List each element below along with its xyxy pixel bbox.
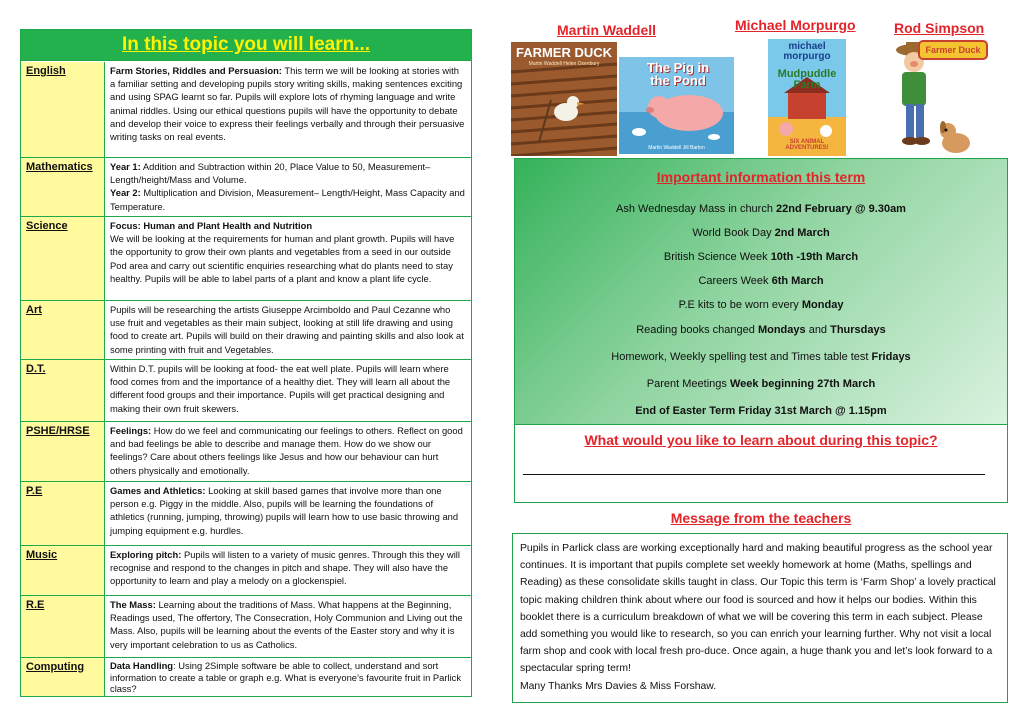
subject-dt: D.T. [21, 360, 105, 421]
subject-description: Pupils will be researching the artists Giuseppe Arcimboldo and Paul Cezanne who use fruit and vegetables as their main subject, looking at still life drawing and using food to create art. Pupils will build on their drawing and painting skills and also look at some printing with fruit and Vegetables. [110, 304, 464, 355]
important-info-box [514, 158, 1008, 503]
topic-title-text: In this topic you will learn... [121, 34, 371, 55]
answer-line[interactable] [523, 474, 985, 475]
subject-description: Data Handling: Using 2Simple software be able to collect, understand and sort information to create a table or graph e.g. What is everyone’s favourite fruit in Parlick class? [110, 660, 462, 695]
info-line: Homework, Weekly spelling test and Times table test Fridays [611, 351, 911, 363]
subject-pshe: PSHE/HRSE [21, 422, 105, 481]
subject-mathematics: Mathematics [21, 158, 105, 216]
author-rod-simpson: Rod Simpson [894, 20, 985, 36]
learning-question: What would you like to learn about during this topic? [584, 432, 938, 448]
subject-description: Within D.T. pupils will be looking at food- the eat well plate. Pupils will learn where food comes from and the importance of a healthy diet. They will learn all about the different food groups and their importance. Pupils will get practical designing and making their own fruit skewers. [110, 363, 451, 414]
message-signoff: Many Thanks Mrs Davies & Miss Forshaw. [520, 680, 717, 692]
topic-table-title [21, 30, 471, 61]
message-title: Message from the teachers [670, 510, 852, 526]
subject-description: Exploring pitch: Pupils will listen to a variety of music genres. Through this they will recognise and respond to the changes in pitch and shape. They will also have the opportunity to learn and play a melody on a glockenspiel. [110, 549, 460, 587]
author-martin-waddell: Martin Waddell [557, 22, 657, 38]
info-line: Careers Week 6th March [698, 275, 824, 287]
mudpuddle-farm-title: Mudpuddle Farm [777, 68, 837, 91]
subject-description: Feelings: How do we feel and communicating our feelings to others. Reflect on good and bad feelings be able to describe and manage them. How do we show our feelings? Care about others feelings like Jesus and how our behaviour can hurt others physically and emotionally. [110, 425, 463, 476]
morpurgo-cover-name: michael morpurgo [783, 41, 831, 62]
subject-description: Year 1: Addition and Subtraction within 20, Place Value to 50, Measurement– Length/height/Mass and Volume. Year 2: Multiplication and Division, Measurement– Length/Height, Mass Capacity and Temperature. [110, 161, 465, 212]
table-row [21, 657, 471, 696]
subject-english: English [21, 62, 105, 157]
author-michael-morpurgo: Michael Morpurgo [735, 17, 856, 33]
table-row [21, 421, 471, 481]
info-line: End of Easter Term Friday 31st March @ 1.15pm [635, 405, 887, 417]
dog-cartoon [936, 117, 974, 155]
farmer-duck-cover [511, 42, 617, 156]
topic-table [20, 29, 472, 697]
pig-in-the-pond-cover [619, 57, 734, 154]
info-line: British Science Week 10th -19th March [663, 251, 859, 263]
subject-art: Art [21, 301, 105, 359]
table-row [21, 62, 471, 157]
farmer-logo [918, 40, 988, 60]
farmer-logo-text: Farmer Duck [925, 45, 981, 55]
message-body: Pupils in Parlick class are working exceptionally hard and making beautiful progress as the school year continues. It is important that pupils complete set weekly homework at home (Maths, spellings and Reading) as these consolidate skills taught in class. Our Topic this term is ‘Farm Shop’ a lovely practical topic making children think about where our food is sourced and how it helps our bodies. Within this booklet there is a curriculum breakdown of what we will be covering this term in each subject. Please add something you would like to research, so you can enrich your learning further. Why not visit a local farm shop and cook with local fresh pro-duce. Once again, a huge thank you and let’s look forward to a spectacular spring term! [520, 543, 996, 675]
important-info-panel [515, 159, 1007, 425]
subject-re: R.E [21, 596, 105, 657]
table-row [21, 359, 471, 421]
mudpuddle-farm-cover [768, 39, 846, 156]
info-line: Reading books changed Mondays and Thursdays [636, 324, 886, 336]
info-line: Ash Wednesday Mass in church 22nd February @ 9.30am [616, 203, 906, 215]
message-box [512, 533, 1008, 703]
table-row [21, 216, 471, 300]
table-row [21, 545, 471, 595]
info-line: P.E kits to be worn every Monday [678, 299, 844, 311]
subject-description: Focus: Human and Plant Health and Nutrition We will be looking at the requirements for human and plant growth. Pupils will have the opportunity to grow their own plants and vegetables from a seed in our outside Pod area and carry out scientific enquiries researching what do plants need to stay healthy. Pupils will be able to label parts of a plant and know a plant life cycle. [110, 220, 455, 284]
subject-music: Music [21, 546, 105, 595]
info-line: Parent Meetings Week beginning 27th March [646, 378, 876, 390]
farmer-duck-title: FARMER DUCK [515, 45, 613, 60]
subject-pe: P.E [21, 482, 105, 545]
subject-science: Science [21, 217, 105, 300]
important-info-title: Important information this term [656, 169, 866, 185]
farmer-duck-credits: Martin Waddell Helen Oxenbury [528, 61, 600, 67]
table-row [21, 595, 471, 657]
subject-description: The Mass: Learning about the traditions of Mass. What happens at the Beginning, Readings used, The offertory, The Consecration, Holy Communion and Living out the Mass. Also, pupils will be learning about the events of the Easter story and why it is very important celebration to us as Catholics. [110, 599, 463, 650]
pig-in-the-pond-credits: Martin Waddell Jill Barton [648, 145, 705, 151]
info-line: World Book Day 2nd March [692, 227, 830, 239]
table-row [21, 481, 471, 545]
subject-description: Farm Stories, Riddles and Persuasion: This term we will be looking at stories with a familiar setting and developing pupils story writing skills, making sentences exciting and using SPAG learnt so far. Pupils will explore lots of rhyming language and write animal riddles. Using our ethical questions pupils will have the opportunity to debate and develop their voice to express their feelings verbally and through their persuasive writing tasks on real events. [110, 65, 465, 143]
pig-in-the-pond-title: The Pig in the Pond [646, 60, 710, 88]
mudpuddle-farm-sub: SIX ANIMAL ADVENTURES! [785, 139, 829, 151]
subject-computing: Computing [21, 658, 105, 696]
subject-description: Games and Athletics: Looking at skill based games that involve more than one person e.g. Piggy in the middle. Also, pupils will be learning the foundations of athletics (running, jumping, throwing) pupils will learn how to use basic throwing and jumping equipment e.g. hurdles. [110, 485, 459, 536]
table-row [21, 157, 471, 216]
table-row [21, 300, 471, 359]
